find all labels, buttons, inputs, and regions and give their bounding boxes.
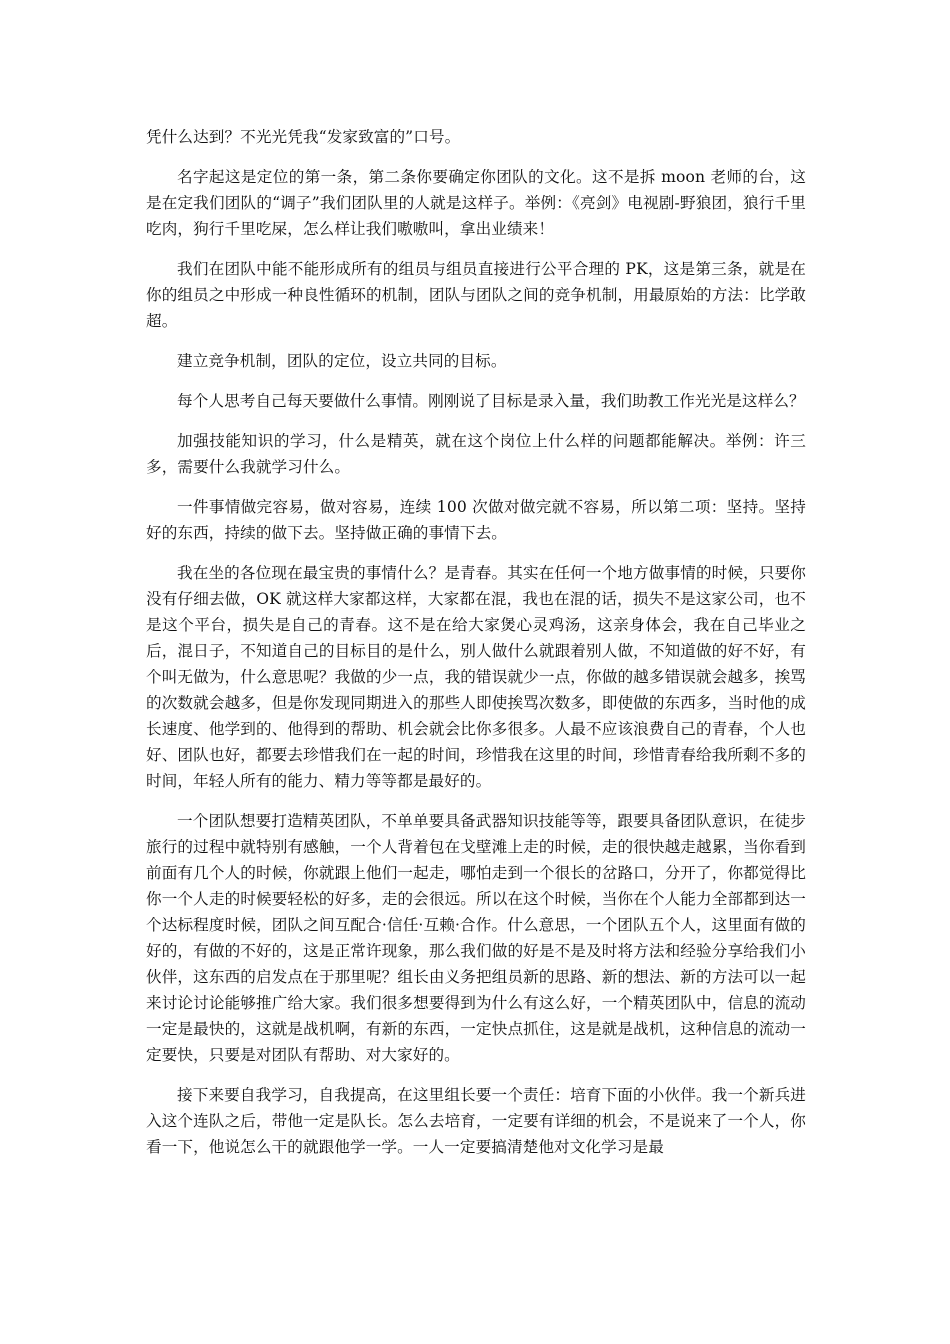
paragraph-1: 凭什么达到？不光光凭我“发家致富的”口号。 [146, 128, 461, 146]
paragraph-3: 我们在团队中能不能形成所有的组员与组员直接进行公平合理的 PK，这是第三条，就是在你的组员之中形成一种良性循环的机制，团队与团队之间的竞争机制，用最原始的方法：比学敢超。 [146, 260, 806, 330]
paragraph-5: 每个人思考自己每天要做什么事情。刚刚说了目标是录入量，我们助教工作光光是这样么？ [177, 392, 805, 410]
paragraph-9: 一个团队想要打造精英团队，不单单要具备武器知识技能等等，跟要具备团队意识，在徒步旅行的过程中就特别有感触，一个人背着包在戈壁滩上走的时候，走的很快越走越累，当你看到前面有几个人的时候，你就跟上他们一起走，哪怕走到一个很长的岔路口，分开了，你都觉得比你一个人走的时候要轻松的好多，走的会很远。所以在这个时候，当你在个人能力全部都到达一个达标程度时候，团队之间互配合·信任·互赖·合作。什么意思，一个团队五个人，这里面有做的好的，有做的不好的，这是正常许现象，那么我们做的好是不是及时将方法和经验分享给我们小伙伴，这东西的启发点在于那里呢？组长由义务把组员新的思路、新的想法、新的方法可以一起来讨论讨论能够推广给大家。我们很多想要得到为什么有这么好，一个精英团队中，信息的流动一定是最快的，这就是战机啊，有新的东西，一定快点抓住，这是就是战机，这种信息的流动一定要快，只要是对团队有帮助、对大家好的。 [146, 812, 806, 1064]
document-body [146, 124, 806, 1174]
paragraph-8: 我在坐的各位现在最宝贵的事情什么？是青春。其实在任何一个地方做事情的时候，只要你没有仔细去做，OK 就这样大家都这样，大家都在混，我也在混的话，损失不是这家公司，也不是这个平台，损失是自己的青春。这不是在给大家煲心灵鸡汤，这亲身体会，我在自己毕业之后，混日子，不知道自己的目标目的是什么，别人做什么就跟着别人做，不知道做的好不好，有个叫无做为，什么意思呢？我做的少一点，我的错误就少一点，你做的越多错误就会越多，挨骂的次数就会越多，但是你发现同期进入的那些人即使挨骂次数多，即使做的东西多，当时他的成长速度、他学到的、他得到的帮助、机会就会比你多很多。人最不应该浪费自己的青春，个人也好、团队也好，都要去珍惜我们在一起的时间，珍惜我在这里的时间，珍惜青春给我所剩不多的时间，年轻人所有的能力、精力等等都是最好的。 [146, 564, 806, 790]
paragraph-6: 加强技能知识的学习，什么是精英，就在这个岗位上什么样的问题都能解决。举例：许三多，需要什么我就学习什么。 [146, 432, 806, 476]
paragraph-2: 名字起这是定位的第一条，第二条你要确定你团队的文化。这不是拆 moon 老师的台，这是在定我们团队的“调子”我们团队里的人就是这样子。举例：《亮剑》电视剧-野狼团，狼行千里吃肉，狗行千里吃屎，怎么样让我们嗷嗷叫，拿出业绩来！ [146, 168, 806, 238]
paragraph-10: 接下来要自我学习，自我提高，在这里组长要一个责任：培育下面的小伙伴。我一个新兵进入这个连队之后，带他一定是队长。怎么去培育，一定要有详细的机会，不是说来了一个人，你看一下，他说怎么干的就跟他学一学。一人一定要搞清楚他对文化学习是最 [146, 1086, 806, 1156]
paragraph-4: 建立竞争机制，团队的定位，设立共同的目标。 [177, 352, 507, 370]
paragraph-7: 一件事情做完容易，做对容易，连续 100 次做对做完就不容易，所以第二项：坚持。坚持好的东西，持续的做下去。坚持做正确的事情下去。 [146, 498, 806, 542]
